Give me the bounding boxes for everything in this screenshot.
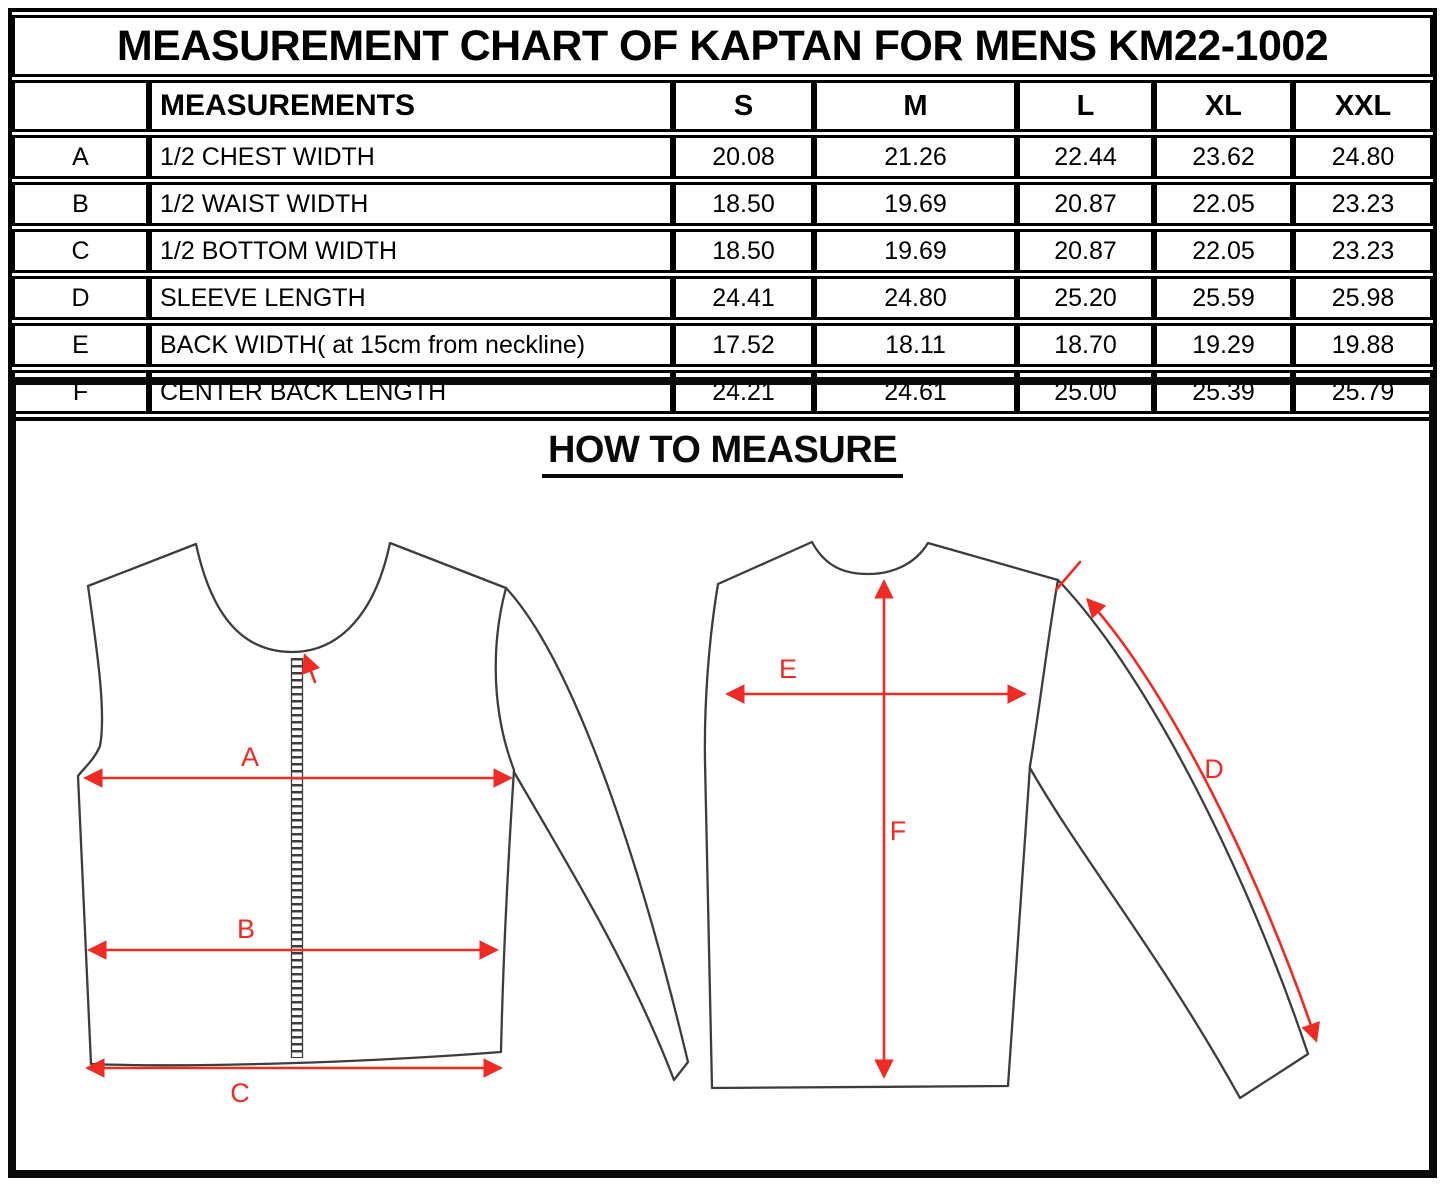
cell-value: 23.23 (1293, 229, 1433, 273)
row-name: 1/2 CHEST WIDTH (149, 135, 673, 179)
label-A: A (240, 742, 260, 772)
cell-value: 20.08 (673, 135, 814, 179)
row-name: BACK WIDTH( at 15cm from neckline) (149, 323, 673, 367)
how-to-measure-panel (8, 377, 1437, 1178)
measurement-table-frame (8, 8, 1437, 421)
cell-value: 25.59 (1154, 276, 1293, 320)
cell-value: 22.05 (1154, 182, 1293, 226)
table-row (12, 276, 1433, 320)
cell-value: 17.52 (673, 323, 814, 367)
label-E: E (778, 654, 798, 684)
row-letter: B (12, 182, 149, 226)
cell-value: 25.79 (1293, 370, 1433, 414)
measurements-column-header: MEASUREMENTS (149, 80, 673, 132)
how-to-measure-heading: HOW TO MEASURE (542, 429, 903, 478)
corner-cell (12, 80, 149, 132)
cell-value: 24.21 (673, 370, 814, 414)
cell-value: 25.20 (1017, 276, 1154, 320)
row-letter: F (12, 370, 149, 414)
table-row (12, 182, 1433, 226)
cell-value: 25.98 (1293, 276, 1433, 320)
label-F: F (889, 816, 907, 846)
size-header-s: S (673, 80, 814, 132)
cell-value: 19.69 (814, 182, 1017, 226)
cell-value: 24.80 (814, 276, 1017, 320)
cell-value: 24.80 (1293, 135, 1433, 179)
cell-value: 24.61 (814, 370, 1017, 414)
table-row (12, 229, 1433, 273)
size-header-m: M (814, 80, 1017, 132)
cell-value: 18.11 (814, 323, 1017, 367)
label-B: B (236, 914, 256, 944)
row-name: CENTER BACK LENGTH (149, 370, 673, 414)
size-header-xl: XL (1154, 80, 1293, 132)
row-letter: E (12, 323, 149, 367)
size-header-l: L (1017, 80, 1154, 132)
cell-value: 24.41 (673, 276, 814, 320)
table-row (12, 135, 1433, 179)
cell-value: 20.87 (1017, 182, 1154, 226)
row-name: 1/2 WAIST WIDTH (149, 182, 673, 226)
size-header-xxl: XXL (1293, 80, 1433, 132)
row-letter: A (12, 135, 149, 179)
cell-value: 18.50 (673, 182, 814, 226)
cell-value: 20.87 (1017, 229, 1154, 273)
cell-value: 18.70 (1017, 323, 1154, 367)
cell-value: 22.44 (1017, 135, 1154, 179)
page-title: MEASUREMENT CHART OF KAPTAN FOR MENS KM22-1002 (12, 15, 1433, 77)
table-row (12, 323, 1433, 367)
cell-value: 19.69 (814, 229, 1017, 273)
row-letter: D (12, 276, 149, 320)
cell-value: 22.05 (1154, 229, 1293, 273)
cell-value: 19.29 (1154, 323, 1293, 367)
row-name: 1/2 BOTTOM WIDTH (149, 229, 673, 273)
label-C: C (230, 1078, 250, 1108)
row-letter: C (12, 229, 149, 273)
cell-value: 18.50 (673, 229, 814, 273)
measurement-table (12, 12, 1433, 417)
label-D: D (1204, 754, 1224, 784)
cell-value: 25.00 (1017, 370, 1154, 414)
cell-value: 21.26 (814, 135, 1017, 179)
row-name: SLEEVE LENGTH (149, 276, 673, 320)
cell-value: 23.62 (1154, 135, 1293, 179)
cell-value: 23.23 (1293, 182, 1433, 226)
cell-value: 25.39 (1154, 370, 1293, 414)
cell-value: 19.88 (1293, 323, 1433, 367)
